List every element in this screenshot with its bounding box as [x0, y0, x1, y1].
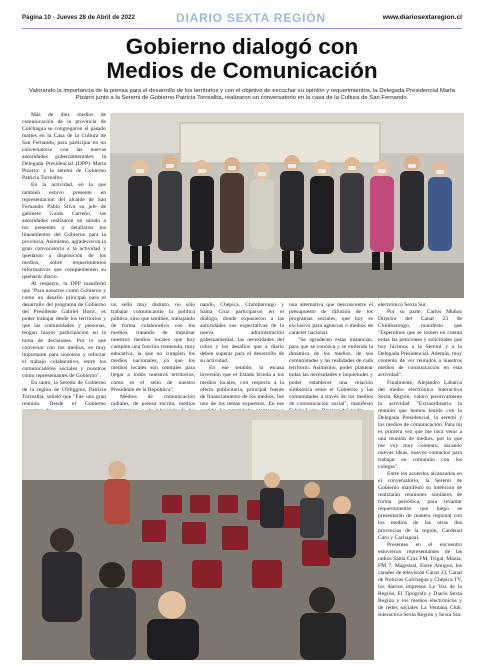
headline-line-2: Medios de Comunicación	[106, 58, 378, 83]
lead-paragraph: Valorando la importancia de la prensa para el desarrollo de los territorios y con el objetivo de escuchar su opinión y requerimientos, la Delegada Presidencial Marta Pizarro junto a la Seremi de Gobierno Patricia Torrealba, realizaron un conversatorio en la casa de la Cultura de San Fernando.	[29, 88, 455, 101]
paragraph: "Se agradecen estas instancias, para que se conozca y se entienda la dinámica de los medios, de sus comunidades y las realidades de cada territorio. Asimismo, poder plantear todas las necesidades e inquietudes y poder establecer una relación simbiótica entre el Gobierno y las comunidades a través de los medios de comunicación social", manifestó	[289, 337, 373, 407]
website-link[interactable]: www.diariosextaregion.cl	[382, 14, 462, 21]
group-photo	[110, 113, 464, 298]
article-column-2	[111, 302, 195, 406]
page-header	[22, 11, 462, 29]
paragraph: Medios de comunicación radiales, de prensa escrita, medios	[111, 393, 195, 407]
page-info: Página 10 - Jueves 28 de Abril de 2022	[22, 14, 135, 21]
paragraph: Presentes en el encuentro estuvieron representantes de las radios Santa Cruz FM, Trigal, Manía, FM 7, Magistral, Entre Amigos, los canales de televisión Canal 23, Canal de Noticias Colchagua y Chépica TV, los diarios impresos La Voz de la Región, El Tipógrafo y Diario Sexta Región y los medios electrónicos y de redes sociales La Ventana Club, Interactiva Sexta Región y Sexta Sur.	[378, 541, 462, 619]
paragraph: un sello muy distinto, no sólo trabajar comunicando la política pública, sino que también, trabajando de forma colaborativa con los medios, tratando de impulsar nuestros medios locales que hoy cumplen una función tremenda, muy educativa, la que no cumplen los medios nacionales, ya que los medios locales son centrales para llegar a todos nuestros territorios, como es el sello de nuestro Presidente de la República".	[111, 302, 195, 393]
headline	[22, 35, 462, 83]
article-column-3	[200, 302, 284, 406]
paragraph: En la actividad, en la que también estuvo presente en representación del alcalde de San Fernando Pablo Silva su jefe de gabinete Guido Carreño, las autoridades realizaron un saludo a los presentes y detallaron los lineamientos del Gobierno para la provincia. Asimismo, agradecieron la gran convocatoria a la actividad y quedaron a disposición de los medios, sobre requerimientos informativos que complementen su quehacer diario.	[22, 182, 106, 281]
paragraph: una alternativa que desconcentre el presupuesto de difusión de los programas sociales, que hoy es exclusivo para agencias o medios de carácter nacional.	[289, 302, 373, 337]
newspaper-brand: DIARIO SEXTA REGIÓN	[176, 11, 326, 25]
paragraph: Al respecto, la DPP manifestó que "Para nosotros como Gobierno y como un desafío principal para el desarrollo del programa de Gobierno del Presidente Gabriel Boric, es poder trabajar desde los territorios y que las comunidades y personas, tengan mayor participación en la toma de decisiones. Por lo que conversar con los medios, es muy importante para nosotros y reforzar el trabajo colaborativo, entre los comunicadores sociales y nosotros como representantes de Gobierno".	[22, 281, 106, 379]
article-column-1	[22, 112, 106, 407]
article-column-5	[378, 302, 462, 658]
meeting-photo	[22, 410, 374, 660]
paragraph: Finalmente, Alejandro Labarca del medio electrónico Interactiva Sexta Región, valoró positivamente la actividad "Extraordinaria la reunión que hemos tenido con la Delegada Presidencial, la seremi y los medios de comunicación. Para mí es primera vez que me toca venir a una reunión de medios, por lo que me voy muy contento, sacando nuevas ideas, nuevos contactos para trabajar en comunión con los colegas".	[378, 379, 462, 471]
paragraph: nando, Chépica, Chimbarongo y Santa Cruz participaron en el diálogo, donde expusieron a las autoridades sus expectativas de la nueva administración gubernamental, las necesidades del rubro y los desafíos que a diario deben superar para el desarrollo de su actividad.	[200, 302, 284, 365]
paragraph: Por su parte, Carlos Muñoz Director del Canal 23 de Chimbarongo, manifestó que "Esperemos que se tomen en cuenta todas las peticiones y solicitudes que hoy hicimos a la Seremi y a la Delegada Presidencial. Además, muy contento de ver reunidos a nuestros medios de comunicación en esta actividad".	[378, 309, 462, 379]
paragraph: electrónico Sexta Sur.	[378, 302, 427, 308]
headline-line-1: Gobierno dialogó con	[125, 34, 359, 59]
paragraph: Entre los acuerdos alcanzados en el conversatorio, la Seremi de Gobierno manifestó su intención de realizarán reuniones similares de forma periódica, para levantar requerimientos que luego se presentarán de manera regional con los medios de las otras dos provincias de la región, Cardenal Caro y Cachapoal.	[378, 471, 462, 541]
paragraph: Más de diez medios de comunicación de la provincia de Colchagua se congregaron el pasado martes en la Casa de la Cultura de San Fernando, para participar en un conversatorio con las nuevas autoridades gubernamentales: la Delegada Presidencial (DPP) Marta Pizarro; y la seremi de Gobierno Patricia Torrealba.	[22, 112, 106, 182]
paragraph: En tanto, la Seremi de Gobierno de la región de O'Higgins, Patricia Torrealba, señaló que "Fue una gran reunión. Desde el Gobierno	[22, 379, 106, 407]
paragraph: En ese sentido, la escasa inversión que el Estado brinda a los medios locales, con respecto a la oferta publicitaria, principal fuente de financiamiento de los medios, fue uno de los temas expuestos. En ese	[200, 365, 284, 407]
article-column-4	[289, 302, 373, 406]
